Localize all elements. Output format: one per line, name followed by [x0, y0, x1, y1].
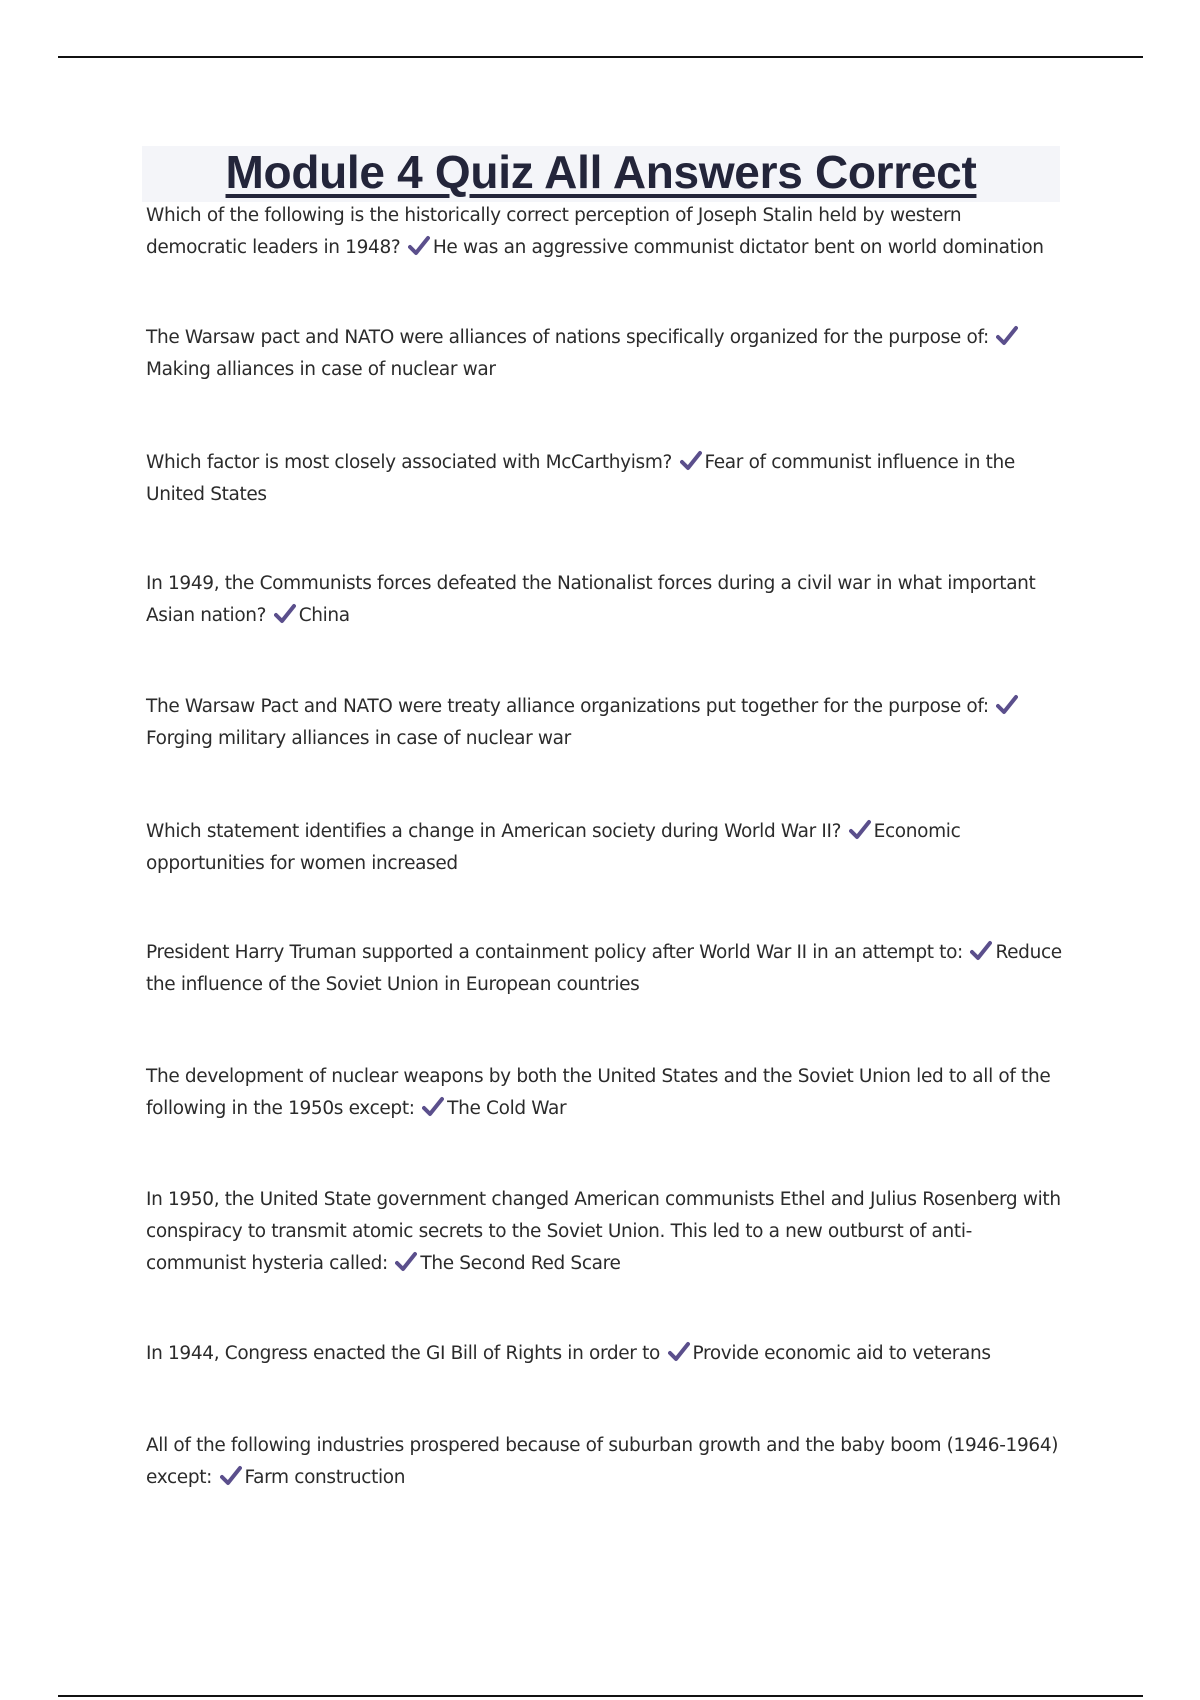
question-text: In 1949, the Communists forces defeated the Nationalist forces during a civil war in what important Asian nation?	[146, 573, 1036, 626]
qa-item	[146, 937, 1066, 1001]
qa-item	[146, 1184, 1066, 1280]
answer-text: Farm construction	[244, 1467, 406, 1488]
check-icon	[680, 450, 702, 472]
qa-item	[146, 568, 1066, 632]
qa-item	[146, 1430, 1066, 1494]
question-text: All of the following industries prospered because of suburban growth and the baby boom (1946-1964) except:	[146, 1435, 1059, 1488]
answer-text: China	[298, 605, 350, 626]
qa-item	[146, 1061, 1066, 1125]
title-banner	[142, 146, 1060, 202]
qa-item	[146, 200, 1066, 264]
check-icon	[996, 325, 1018, 347]
question-text: Which statement identifies a change in American society during World War II?	[146, 821, 842, 842]
page-title: Module 4 Quiz All Answers Correct	[225, 146, 977, 198]
check-icon	[408, 235, 430, 257]
question-text: In 1950, the United State government changed American communists Ethel and Julius Rosenberg with conspiracy to transmit atomic secrets to the Soviet Union. This led to a new outburst of anti-communist hysteria called:	[146, 1189, 1061, 1274]
question-text: Which of the following is the historically correct perception of Joseph Stalin held by western democratic leaders in 1948?	[146, 205, 962, 258]
question-text: The development of nuclear weapons by both the United States and the Soviet Union led to all of the following in the 1950s except:	[146, 1066, 1051, 1119]
bottom-rule	[58, 1695, 1143, 1697]
check-icon	[849, 819, 871, 841]
check-icon	[970, 940, 992, 962]
question-text: President Harry Truman supported a containment policy after World War II in an attempt to:	[146, 942, 963, 963]
check-icon	[996, 694, 1018, 716]
check-icon	[422, 1096, 444, 1118]
answer-text: Making alliances in case of nuclear war	[146, 359, 496, 380]
check-icon	[220, 1465, 242, 1487]
answer-text: Fear of communist influence in the United States	[146, 452, 1015, 505]
answer-text: Forging military alliances in case of nuclear war	[146, 728, 571, 749]
answer-text: Economic opportunities for women increased	[146, 821, 961, 874]
answer-text: He was an aggressive communist dictator bent on world domination	[432, 237, 1044, 258]
check-icon	[395, 1251, 417, 1273]
question-text: In 1944, Congress enacted the GI Bill of Rights in order to	[146, 1343, 660, 1364]
check-icon	[274, 603, 296, 625]
qa-item	[146, 447, 1066, 511]
qa-item	[146, 1338, 1066, 1370]
qa-item	[146, 816, 1066, 880]
check-icon	[668, 1341, 690, 1363]
question-text: Which factor is most closely associated with McCarthyism?	[146, 452, 672, 473]
answer-text: The Second Red Scare	[420, 1253, 621, 1274]
question-text: The Warsaw Pact and NATO were treaty alliance organizations put together for the purpose of:	[146, 696, 989, 717]
answer-text: Reduce the influence of the Soviet Union in European countries	[146, 942, 1062, 995]
answer-text: The Cold War	[447, 1098, 567, 1119]
qa-item	[146, 322, 1066, 386]
top-rule	[58, 56, 1143, 58]
qa-item	[146, 691, 1066, 755]
answer-text: Provide economic aid to veterans	[692, 1343, 991, 1364]
question-text: The Warsaw pact and NATO were alliances of nations specifically organized for the purpose of:	[146, 327, 989, 348]
